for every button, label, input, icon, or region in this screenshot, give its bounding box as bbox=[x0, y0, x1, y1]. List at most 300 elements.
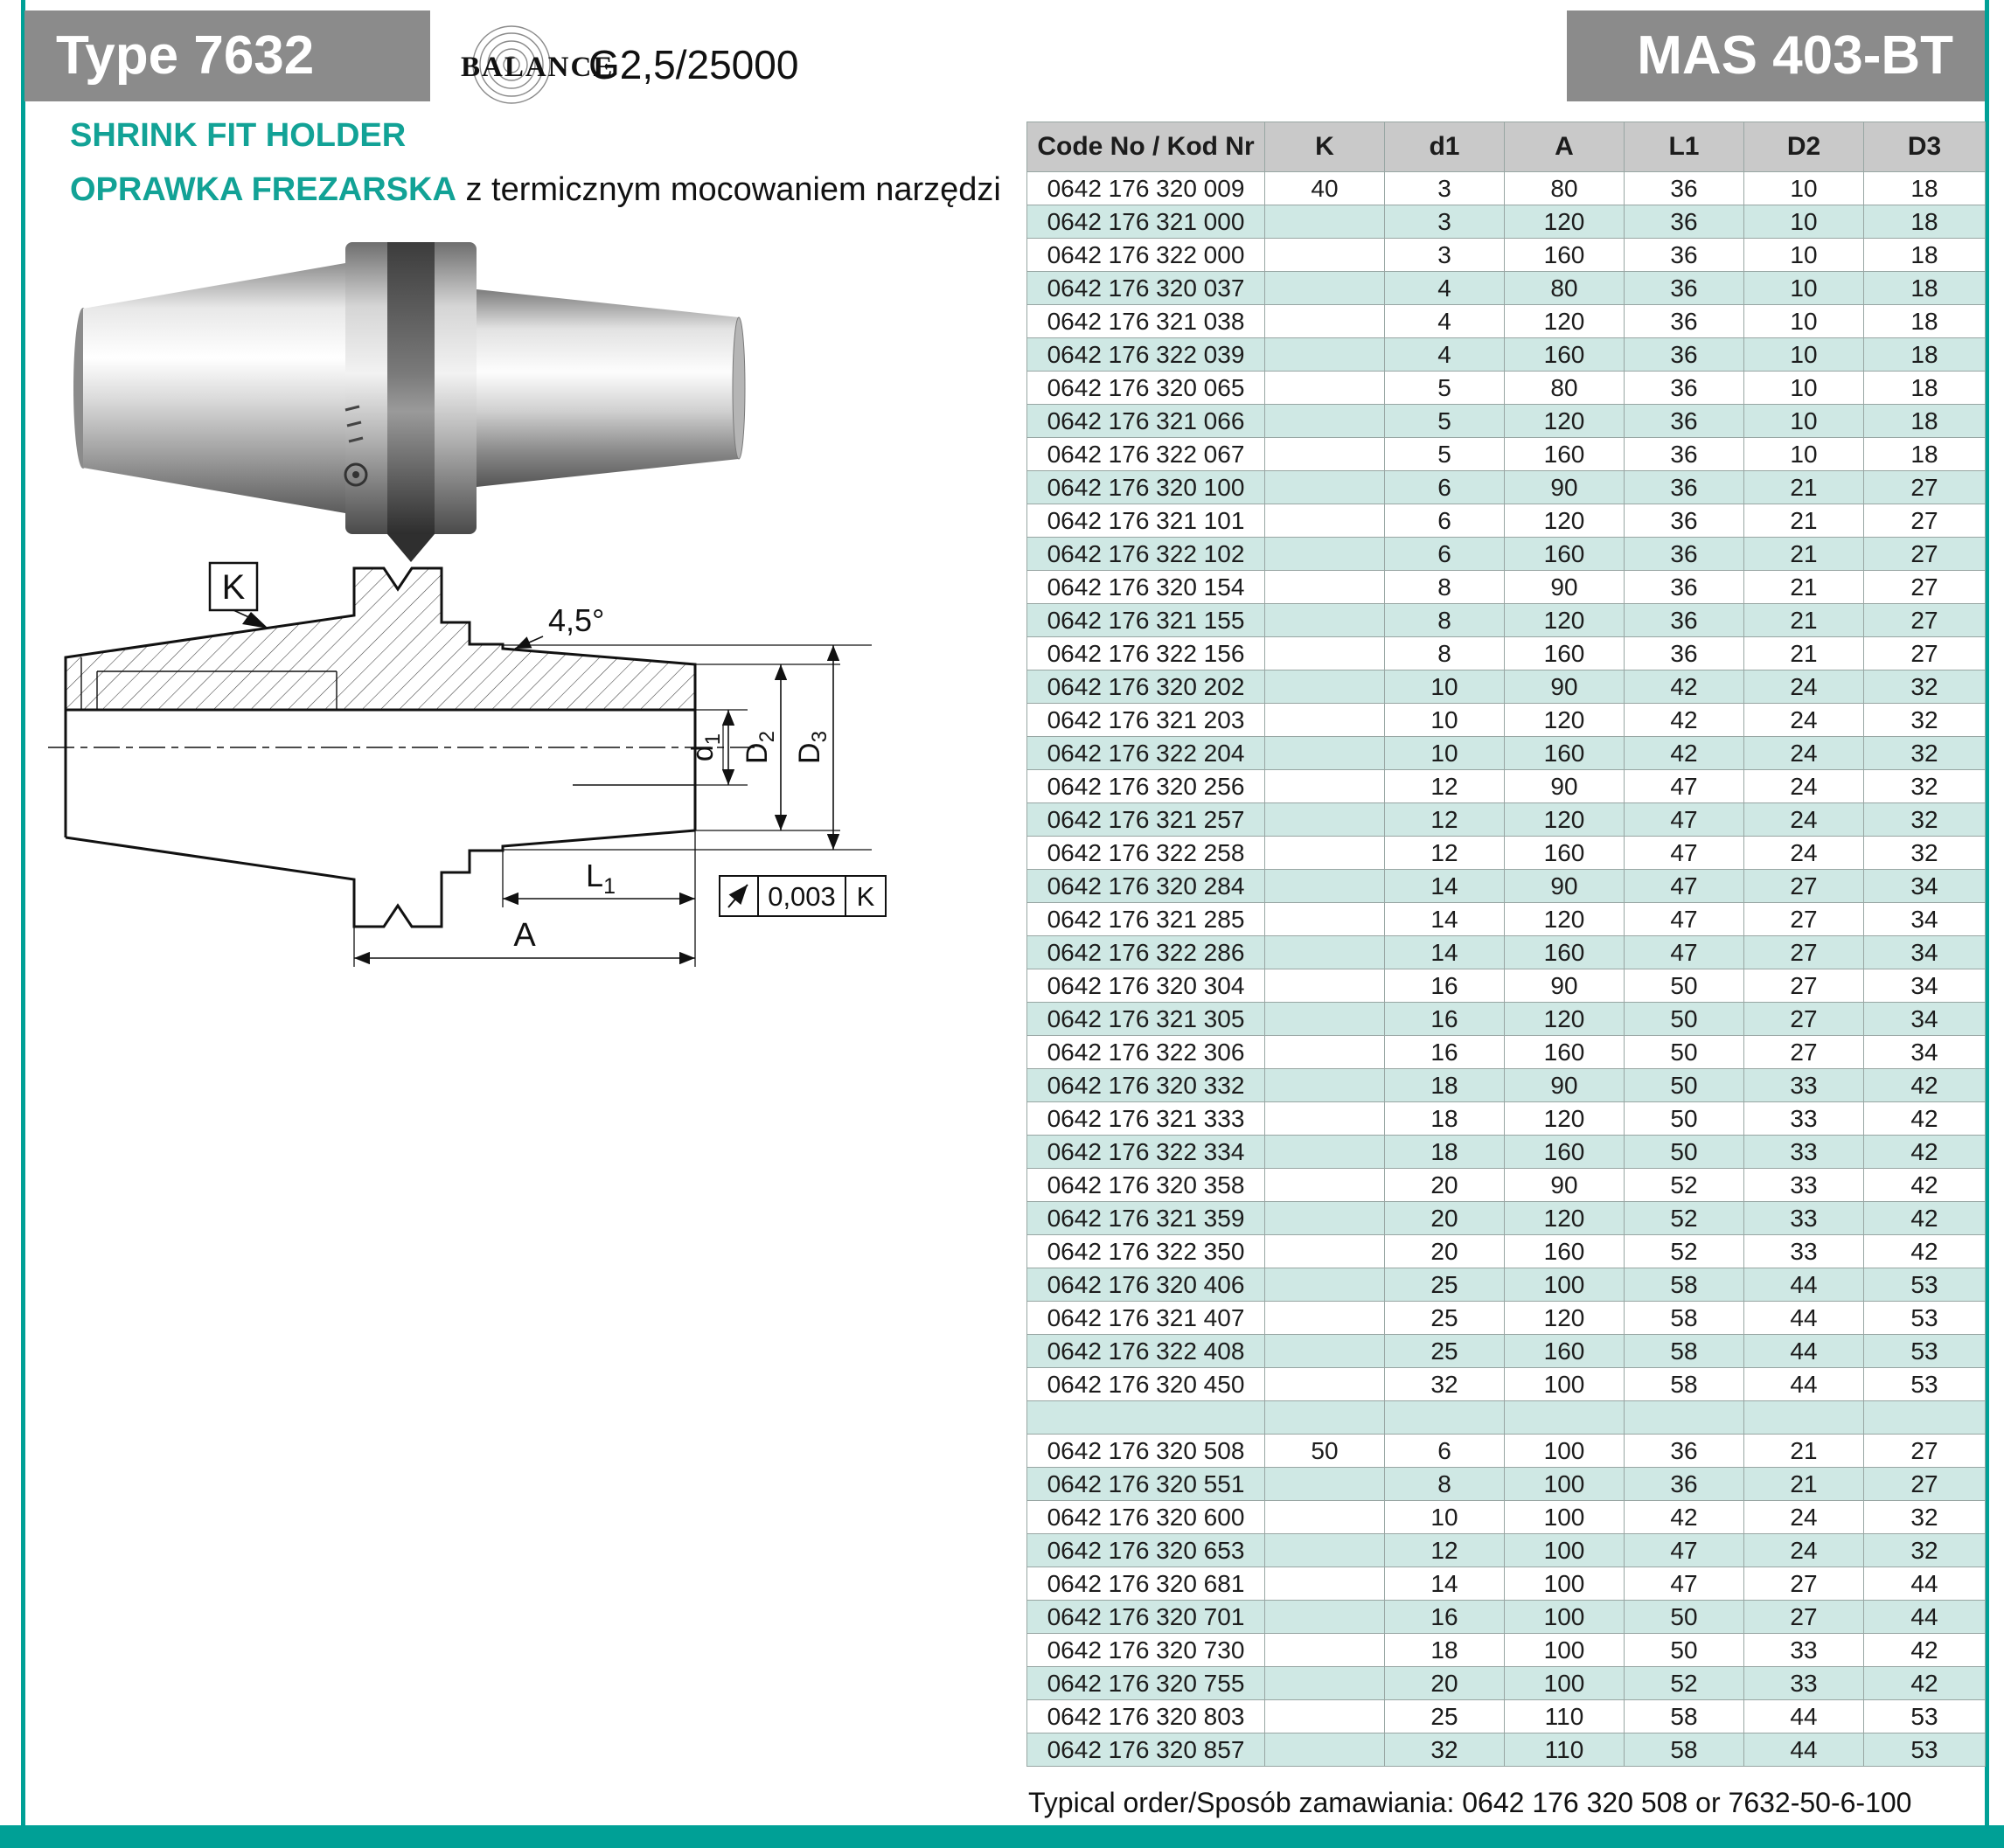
table-row bbox=[1027, 571, 1986, 604]
cell-value bbox=[1265, 1401, 1385, 1435]
cell-value: 32 bbox=[1864, 1534, 1986, 1567]
cell-value: 50 bbox=[1625, 969, 1744, 1003]
cell-value: 27 bbox=[1864, 604, 1986, 637]
table-row bbox=[1027, 1667, 1986, 1700]
table-row bbox=[1027, 1202, 1986, 1235]
cell-value bbox=[1265, 1534, 1385, 1567]
cell-code: 0642 176 320 406 bbox=[1027, 1268, 1265, 1302]
balance-logo-text: BALANCE bbox=[461, 52, 615, 83]
cell-value bbox=[1265, 305, 1385, 338]
cell-value: 47 bbox=[1625, 1567, 1744, 1601]
table-row bbox=[1027, 837, 1986, 870]
table-row bbox=[1027, 604, 1986, 637]
cell-value: 27 bbox=[1744, 1036, 1864, 1069]
cell-code: 0642 176 320 681 bbox=[1027, 1567, 1265, 1601]
cell-code: 0642 176 320 755 bbox=[1027, 1667, 1265, 1700]
cell-value: 53 bbox=[1864, 1368, 1986, 1401]
table-row bbox=[1027, 172, 1986, 205]
cell-code: 0642 176 320 332 bbox=[1027, 1069, 1265, 1102]
cell-value: 120 bbox=[1505, 1302, 1625, 1335]
cell-value: 50 bbox=[1625, 1601, 1744, 1634]
cell-value: 18 bbox=[1385, 1634, 1505, 1667]
cell-code: 0642 176 320 730 bbox=[1027, 1634, 1265, 1667]
spec-table-container bbox=[1026, 122, 1986, 1767]
cell-value: 32 bbox=[1864, 737, 1986, 770]
table-row bbox=[1027, 1534, 1986, 1567]
cell-value: 10 bbox=[1744, 372, 1864, 405]
cell-value: 20 bbox=[1385, 1667, 1505, 1700]
dim-d2-label: $D_2$ bbox=[741, 731, 779, 764]
table-row bbox=[1027, 338, 1986, 372]
runout-tolerance-frame bbox=[720, 876, 886, 916]
cell-value: 120 bbox=[1505, 1202, 1625, 1235]
cell-value: 120 bbox=[1505, 803, 1625, 837]
cell-value bbox=[1265, 704, 1385, 737]
cell-value: 20 bbox=[1385, 1235, 1505, 1268]
technical-drawing bbox=[48, 559, 892, 997]
table-row bbox=[1027, 737, 1986, 770]
product-title-pl bbox=[70, 171, 1001, 209]
cell-value: 100 bbox=[1505, 1501, 1625, 1534]
cell-value: 3 bbox=[1385, 239, 1505, 272]
cell-value: 33 bbox=[1744, 1069, 1864, 1102]
cell-value: 10 bbox=[1744, 438, 1864, 471]
cell-value: 27 bbox=[1864, 471, 1986, 504]
cell-value: 27 bbox=[1744, 870, 1864, 903]
cell-code: 0642 176 320 508 bbox=[1027, 1435, 1265, 1468]
cell-value: 52 bbox=[1625, 1235, 1744, 1268]
table-row bbox=[1027, 670, 1986, 704]
cell-value bbox=[1265, 1102, 1385, 1136]
cell-value: 21 bbox=[1744, 1468, 1864, 1501]
product-title-pl-rest: z termicznym mocowaniem narzędzi bbox=[456, 171, 1001, 208]
cell-value: 14 bbox=[1385, 870, 1505, 903]
cell-value: 10 bbox=[1385, 670, 1505, 704]
table-row bbox=[1027, 1468, 1986, 1501]
cell-value bbox=[1265, 837, 1385, 870]
table-row bbox=[1027, 1102, 1986, 1136]
product-title-en: SHRINK FIT HOLDER bbox=[70, 117, 407, 154]
cell-value: 160 bbox=[1505, 1235, 1625, 1268]
cell-value: 100 bbox=[1505, 1468, 1625, 1501]
cell-value: 34 bbox=[1864, 1036, 1986, 1069]
cell-value: 110 bbox=[1505, 1700, 1625, 1733]
table-row bbox=[1027, 1368, 1986, 1401]
cell-value: 80 bbox=[1505, 272, 1625, 305]
cell-value: 18 bbox=[1864, 205, 1986, 239]
cell-code: 0642 176 321 407 bbox=[1027, 1302, 1265, 1335]
cell-value: 42 bbox=[1864, 1169, 1986, 1202]
cell-value bbox=[1265, 1202, 1385, 1235]
cell-value: 42 bbox=[1625, 670, 1744, 704]
cell-value bbox=[1744, 1401, 1864, 1435]
cell-value: 34 bbox=[1864, 1003, 1986, 1036]
cell-value: 36 bbox=[1625, 205, 1744, 239]
cell-value: 44 bbox=[1744, 1700, 1864, 1733]
cell-value: 53 bbox=[1864, 1733, 1986, 1767]
cell-value bbox=[1265, 803, 1385, 837]
cell-code: 0642 176 320 701 bbox=[1027, 1601, 1265, 1634]
cell-code: 0642 176 322 350 bbox=[1027, 1235, 1265, 1268]
cell-value: 100 bbox=[1505, 1268, 1625, 1302]
table-header-row bbox=[1027, 122, 1986, 172]
cell-value: 42 bbox=[1864, 1634, 1986, 1667]
cell-value: 42 bbox=[1625, 1501, 1744, 1534]
cell-value: 32 bbox=[1864, 1501, 1986, 1534]
cell-value: 27 bbox=[1744, 936, 1864, 969]
cell-value: 50 bbox=[1625, 1036, 1744, 1069]
cell-value: 47 bbox=[1625, 837, 1744, 870]
cell-value: 16 bbox=[1385, 1601, 1505, 1634]
cell-value bbox=[1265, 770, 1385, 803]
cell-value: 44 bbox=[1744, 1302, 1864, 1335]
cell-value: 34 bbox=[1864, 870, 1986, 903]
runout-datum: K bbox=[856, 881, 875, 912]
cell-value bbox=[1265, 1667, 1385, 1700]
cell-value: 52 bbox=[1625, 1202, 1744, 1235]
cell-value bbox=[1265, 870, 1385, 903]
column-header-a: A bbox=[1505, 122, 1625, 172]
cell-value: 10 bbox=[1744, 172, 1864, 205]
cell-value bbox=[1265, 1601, 1385, 1634]
cell-code: 0642 176 321 285 bbox=[1027, 903, 1265, 936]
table-row bbox=[1027, 405, 1986, 438]
cell-value: 100 bbox=[1505, 1534, 1625, 1567]
cell-value: 8 bbox=[1385, 571, 1505, 604]
table-row bbox=[1027, 770, 1986, 803]
cell-value bbox=[1265, 969, 1385, 1003]
cell-value: 36 bbox=[1625, 604, 1744, 637]
cell-code: 0642 176 321 203 bbox=[1027, 704, 1265, 737]
cell-value: 36 bbox=[1625, 1435, 1744, 1468]
cell-value: 120 bbox=[1505, 1003, 1625, 1036]
bottom-accent-bar bbox=[0, 1825, 2004, 1848]
cell-value: 21 bbox=[1744, 604, 1864, 637]
cell-value bbox=[1265, 205, 1385, 239]
cell-value: 160 bbox=[1505, 538, 1625, 571]
cell-value: 120 bbox=[1505, 604, 1625, 637]
cell-value bbox=[1265, 1567, 1385, 1601]
angle-label: 4,5° bbox=[548, 602, 605, 638]
cell-value: 27 bbox=[1864, 571, 1986, 604]
cell-value: 24 bbox=[1744, 1501, 1864, 1534]
cell-value: 18 bbox=[1864, 272, 1986, 305]
cell-value bbox=[1265, 1003, 1385, 1036]
cell-value: 18 bbox=[1864, 438, 1986, 471]
cell-code: 0642 176 322 306 bbox=[1027, 1036, 1265, 1069]
cell-value: 25 bbox=[1385, 1700, 1505, 1733]
table-row bbox=[1027, 1567, 1986, 1601]
table-row bbox=[1027, 1235, 1986, 1268]
cell-code: 0642 176 321 101 bbox=[1027, 504, 1265, 538]
cell-value bbox=[1625, 1401, 1744, 1435]
cell-value: 32 bbox=[1864, 837, 1986, 870]
cell-value: 10 bbox=[1744, 405, 1864, 438]
cell-code: 0642 176 320 358 bbox=[1027, 1169, 1265, 1202]
product-photo bbox=[48, 205, 748, 564]
cell-value: 4 bbox=[1385, 272, 1505, 305]
cell-value: 44 bbox=[1744, 1335, 1864, 1368]
cell-value: 18 bbox=[1385, 1136, 1505, 1169]
cell-value: 42 bbox=[1864, 1102, 1986, 1136]
cell-value: 120 bbox=[1505, 1102, 1625, 1136]
table-row bbox=[1027, 438, 1986, 471]
cell-value: 160 bbox=[1505, 637, 1625, 670]
cell-code: 0642 176 322 039 bbox=[1027, 338, 1265, 372]
cell-value bbox=[1265, 405, 1385, 438]
cell-value: 42 bbox=[1864, 1136, 1986, 1169]
cell-value: 24 bbox=[1744, 737, 1864, 770]
cell-value: 100 bbox=[1505, 1601, 1625, 1634]
cell-value: 42 bbox=[1625, 704, 1744, 737]
column-header-d3: D3 bbox=[1864, 122, 1986, 172]
cell-value: 36 bbox=[1625, 172, 1744, 205]
cell-value: 24 bbox=[1744, 770, 1864, 803]
type-title-box bbox=[24, 10, 430, 101]
cell-value: 160 bbox=[1505, 837, 1625, 870]
cell-code: 0642 176 320 100 bbox=[1027, 471, 1265, 504]
cell-code: 0642 176 320 202 bbox=[1027, 670, 1265, 704]
cell-value bbox=[1265, 1501, 1385, 1534]
cell-value: 12 bbox=[1385, 770, 1505, 803]
cell-value: 24 bbox=[1744, 670, 1864, 704]
cell-value: 90 bbox=[1505, 770, 1625, 803]
cell-value: 42 bbox=[1864, 1235, 1986, 1268]
table-row bbox=[1027, 1069, 1986, 1102]
cell-value: 160 bbox=[1505, 1136, 1625, 1169]
cell-value: 58 bbox=[1625, 1700, 1744, 1733]
cell-value bbox=[1265, 372, 1385, 405]
table-row bbox=[1027, 471, 1986, 504]
cell-value: 53 bbox=[1864, 1268, 1986, 1302]
cell-value: 10 bbox=[1744, 338, 1864, 372]
product-title-pl-bold: OPRAWKA FREZARSKA bbox=[70, 171, 456, 208]
cell-value: 160 bbox=[1505, 1036, 1625, 1069]
table-row bbox=[1027, 1700, 1986, 1733]
cell-value bbox=[1265, 903, 1385, 936]
cell-value bbox=[1265, 1634, 1385, 1667]
cell-value: 14 bbox=[1385, 903, 1505, 936]
cell-value: 160 bbox=[1505, 1335, 1625, 1368]
cell-value bbox=[1265, 1036, 1385, 1069]
cell-value bbox=[1265, 272, 1385, 305]
cell-value: 42 bbox=[1864, 1202, 1986, 1235]
cell-value: 160 bbox=[1505, 737, 1625, 770]
cell-value: 90 bbox=[1505, 969, 1625, 1003]
cell-value: 27 bbox=[1744, 1003, 1864, 1036]
cell-value: 100 bbox=[1505, 1435, 1625, 1468]
cell-value: 21 bbox=[1744, 504, 1864, 538]
spec-table bbox=[1026, 122, 1986, 1767]
cell-value: 160 bbox=[1505, 438, 1625, 471]
cell-value bbox=[1265, 1169, 1385, 1202]
cell-value: 25 bbox=[1385, 1302, 1505, 1335]
table-row bbox=[1027, 903, 1986, 936]
table-row bbox=[1027, 969, 1986, 1003]
cell-value: 40 bbox=[1265, 172, 1385, 205]
cell-value: 36 bbox=[1625, 372, 1744, 405]
cell-value: 100 bbox=[1505, 1368, 1625, 1401]
cell-value: 120 bbox=[1505, 305, 1625, 338]
cell-value: 120 bbox=[1505, 903, 1625, 936]
cell-value: 47 bbox=[1625, 870, 1744, 903]
cell-code: 0642 176 321 333 bbox=[1027, 1102, 1265, 1136]
cell-code: 0642 176 320 600 bbox=[1027, 1501, 1265, 1534]
cell-code: 0642 176 322 286 bbox=[1027, 936, 1265, 969]
cell-code: 0642 176 321 155 bbox=[1027, 604, 1265, 637]
cell-value: 44 bbox=[1744, 1268, 1864, 1302]
cell-code: 0642 176 320 653 bbox=[1027, 1534, 1265, 1567]
cell-value: 90 bbox=[1505, 870, 1625, 903]
cell-code: 0642 176 322 102 bbox=[1027, 538, 1265, 571]
cell-code: 0642 176 322 334 bbox=[1027, 1136, 1265, 1169]
cell-code: 0642 176 320 450 bbox=[1027, 1368, 1265, 1401]
cell-value: 24 bbox=[1744, 1534, 1864, 1567]
cell-value: 6 bbox=[1385, 1435, 1505, 1468]
cell-value: 27 bbox=[1744, 1567, 1864, 1601]
cell-value bbox=[1265, 538, 1385, 571]
cell-code: 0642 176 320 857 bbox=[1027, 1733, 1265, 1767]
cell-value: 42 bbox=[1864, 1667, 1986, 1700]
cell-value: 10 bbox=[1744, 205, 1864, 239]
cell-value: 4 bbox=[1385, 338, 1505, 372]
cell-value: 32 bbox=[1864, 770, 1986, 803]
cell-value: 53 bbox=[1864, 1302, 1986, 1335]
cell-value: 33 bbox=[1744, 1634, 1864, 1667]
cell-value: 120 bbox=[1505, 405, 1625, 438]
cell-code: 0642 176 320 803 bbox=[1027, 1700, 1265, 1733]
table-row bbox=[1027, 205, 1986, 239]
cell-value: 36 bbox=[1625, 305, 1744, 338]
table-row bbox=[1027, 936, 1986, 969]
cell-value bbox=[1265, 936, 1385, 969]
cell-value: 160 bbox=[1505, 338, 1625, 372]
cell-value: 32 bbox=[1385, 1368, 1505, 1401]
cell-value: 120 bbox=[1505, 704, 1625, 737]
cell-value: 32 bbox=[1864, 803, 1986, 837]
cell-value: 36 bbox=[1625, 338, 1744, 372]
cell-value: 90 bbox=[1505, 471, 1625, 504]
cell-value: 50 bbox=[1625, 1634, 1744, 1667]
cell-value: 50 bbox=[1625, 1136, 1744, 1169]
cell-value: 12 bbox=[1385, 803, 1505, 837]
type-title: Type 7632 bbox=[56, 25, 315, 86]
cell-code: 0642 176 321 000 bbox=[1027, 205, 1265, 239]
cell-value: 100 bbox=[1505, 1567, 1625, 1601]
cell-code: 0642 176 322 204 bbox=[1027, 737, 1265, 770]
cell-code: 0642 176 321 038 bbox=[1027, 305, 1265, 338]
cell-code: 0642 176 322 408 bbox=[1027, 1335, 1265, 1368]
cell-value: 32 bbox=[1385, 1733, 1505, 1767]
cell-value: 100 bbox=[1505, 1667, 1625, 1700]
cell-value: 90 bbox=[1505, 670, 1625, 704]
cell-value bbox=[1265, 1302, 1385, 1335]
table-row bbox=[1027, 504, 1986, 538]
cell-value: 18 bbox=[1864, 372, 1986, 405]
cell-code: 0642 176 322 156 bbox=[1027, 637, 1265, 670]
cell-value: 21 bbox=[1744, 637, 1864, 670]
cell-value: 27 bbox=[1744, 903, 1864, 936]
holder-photo-shape bbox=[73, 242, 745, 562]
cell-value: 47 bbox=[1625, 903, 1744, 936]
cell-value: 160 bbox=[1505, 936, 1625, 969]
cell-value: 44 bbox=[1864, 1567, 1986, 1601]
cell-code: 0642 176 322 067 bbox=[1027, 438, 1265, 471]
cell-value bbox=[1265, 670, 1385, 704]
cell-value: 33 bbox=[1744, 1235, 1864, 1268]
cell-value: 36 bbox=[1625, 438, 1744, 471]
cell-value: 42 bbox=[1625, 737, 1744, 770]
table-row bbox=[1027, 1601, 1986, 1634]
table-row bbox=[1027, 803, 1986, 837]
cell-value: 36 bbox=[1625, 637, 1744, 670]
cell-value: 47 bbox=[1625, 936, 1744, 969]
cell-value: 6 bbox=[1385, 471, 1505, 504]
section-upper-half bbox=[66, 568, 695, 710]
cell-value: 33 bbox=[1744, 1169, 1864, 1202]
cell-value: 50 bbox=[1265, 1435, 1385, 1468]
cell-value: 160 bbox=[1505, 239, 1625, 272]
cell-value: 10 bbox=[1385, 1501, 1505, 1534]
cell-value: 47 bbox=[1625, 803, 1744, 837]
ordering-note: Typical order/Sposób zamawiania: 0642 176 320 508 or 7632-50-6-100 bbox=[1028, 1787, 1912, 1818]
cell-value: 6 bbox=[1385, 504, 1505, 538]
table-row bbox=[1027, 1302, 1986, 1335]
table-row bbox=[1027, 870, 1986, 903]
cell-value: 27 bbox=[1864, 538, 1986, 571]
cell-value: 20 bbox=[1385, 1202, 1505, 1235]
cell-value bbox=[1385, 1401, 1505, 1435]
cell-code: 0642 176 321 257 bbox=[1027, 803, 1265, 837]
cell-code: 0642 176 320 284 bbox=[1027, 870, 1265, 903]
spec-table-body bbox=[1027, 172, 1986, 1767]
cell-value: 33 bbox=[1744, 1136, 1864, 1169]
table-row bbox=[1027, 1733, 1986, 1767]
table-row bbox=[1027, 637, 1986, 670]
table-row bbox=[1027, 1003, 1986, 1036]
cell-value: 90 bbox=[1505, 571, 1625, 604]
runout-value: 0,003 bbox=[768, 881, 836, 912]
table-row bbox=[1027, 1501, 1986, 1534]
cell-value bbox=[1265, 1700, 1385, 1733]
column-header-l1: L1 bbox=[1625, 122, 1744, 172]
cell-value: 80 bbox=[1505, 172, 1625, 205]
cell-value: 12 bbox=[1385, 837, 1505, 870]
cell-value: 4 bbox=[1385, 305, 1505, 338]
table-row bbox=[1027, 1169, 1986, 1202]
cell-value: 50 bbox=[1625, 1102, 1744, 1136]
cell-value: 18 bbox=[1864, 338, 1986, 372]
cell-value bbox=[1864, 1401, 1986, 1435]
cell-code: 0642 176 322 258 bbox=[1027, 837, 1265, 870]
cell-value: 5 bbox=[1385, 405, 1505, 438]
cell-value: 44 bbox=[1744, 1733, 1864, 1767]
cell-value: 47 bbox=[1625, 1534, 1744, 1567]
cell-value bbox=[1265, 737, 1385, 770]
table-row bbox=[1027, 704, 1986, 737]
cell-code: 0642 176 320 256 bbox=[1027, 770, 1265, 803]
cell-value: 16 bbox=[1385, 1036, 1505, 1069]
cell-value bbox=[1265, 438, 1385, 471]
cell-value: 27 bbox=[1864, 637, 1986, 670]
cell-value bbox=[1265, 338, 1385, 372]
cell-value: 53 bbox=[1864, 1335, 1986, 1368]
cell-value: 90 bbox=[1505, 1069, 1625, 1102]
balance-grade: G2,5/25000 bbox=[588, 42, 799, 87]
cell-value: 21 bbox=[1744, 471, 1864, 504]
column-header-k: K bbox=[1265, 122, 1385, 172]
standard-title: MAS 403-BT bbox=[1637, 25, 1953, 86]
